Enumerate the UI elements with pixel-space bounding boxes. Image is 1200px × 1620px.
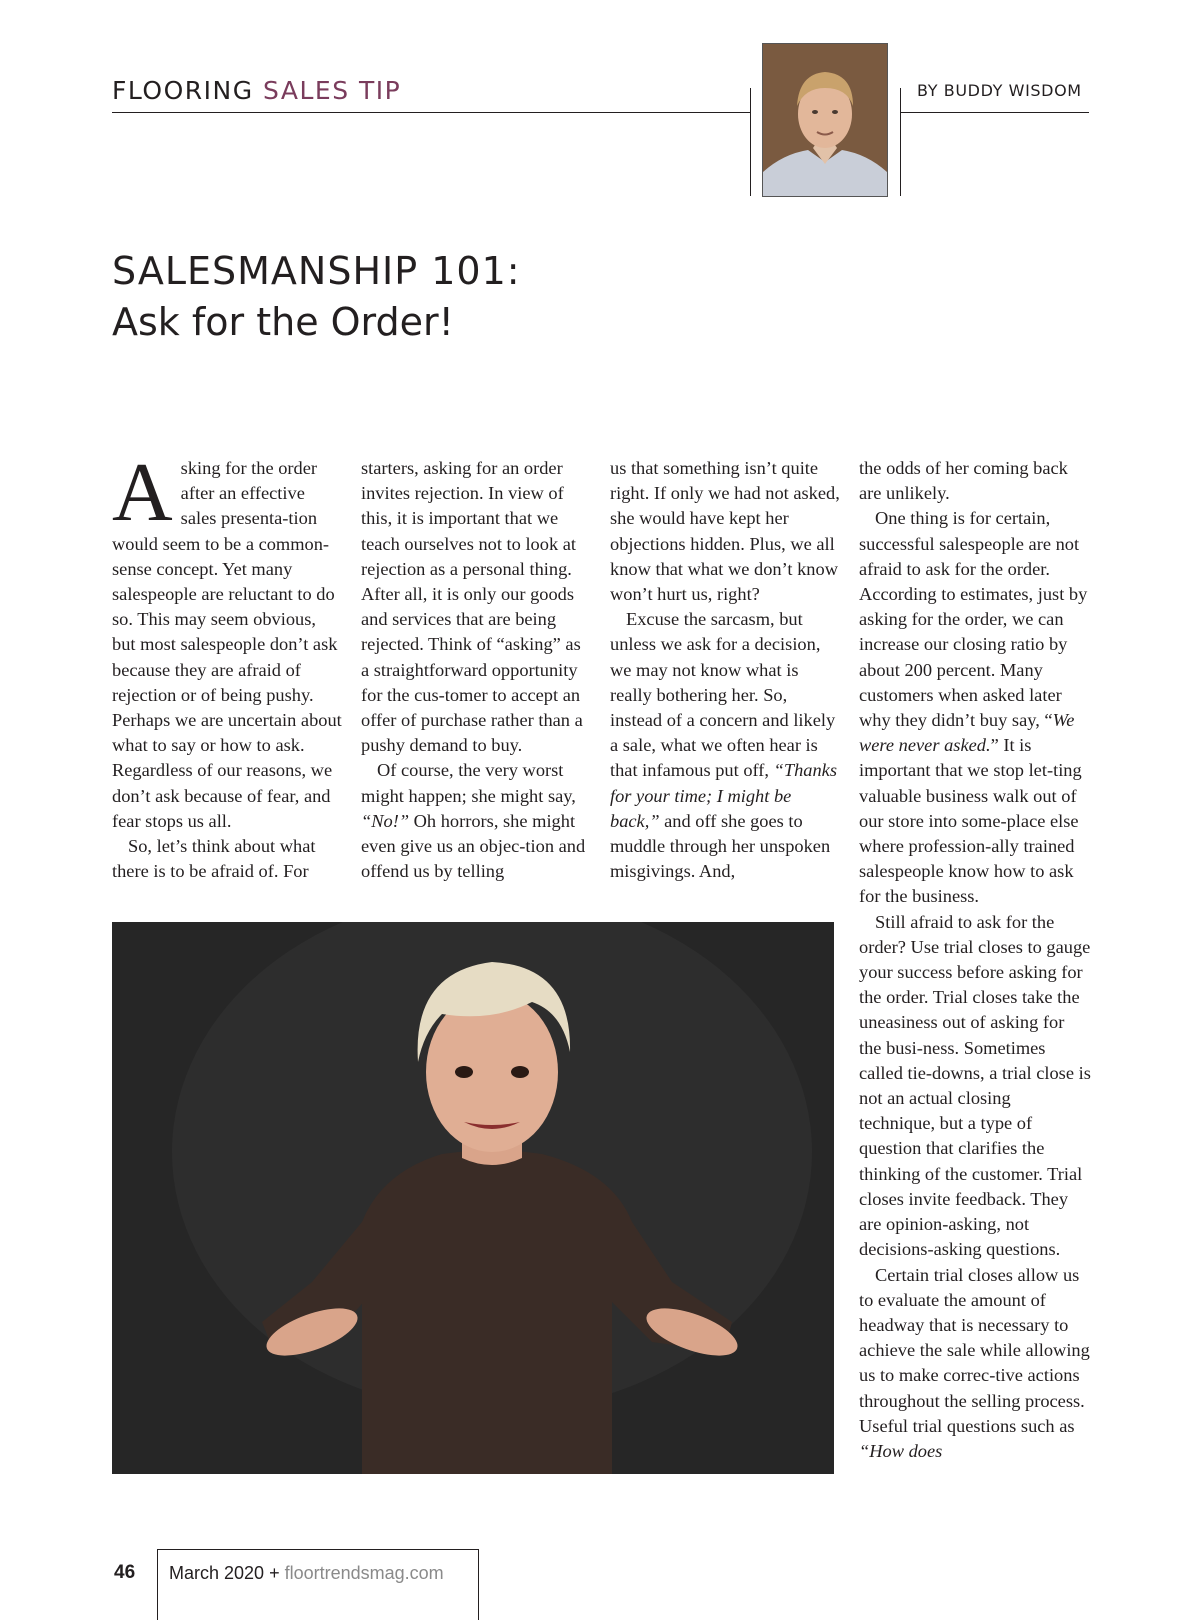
col4-p2-text-b: ” It is important that we stop let-ting valuable business walk out of our store into some-place else where profession-ally trained salespeople know how to ask for the business.: [859, 735, 1082, 907]
byline: BY BUDDY WISDOM: [917, 81, 1082, 100]
author-portrait-graphic: [763, 44, 887, 196]
col3-p2-quote: “Thanks for your time; I might be back,”: [610, 760, 837, 831]
footer-box: [157, 1549, 479, 1620]
article-column-1: [112, 446, 344, 884]
article-photo: [112, 922, 834, 1474]
col4-p2-text-a: One thing is for certain, successful salespeople are not afraid to ask for the order. According to estimates, just by asking for the order, we can increase our closing ratio by about 200 percent. Many customers when asked later why they didn’t buy say, “: [859, 508, 1088, 731]
col3-p2-text-a: Excuse the sarcasm, but unless we ask for a decision, we may not know what is really bothering her. So, instead of a concern and likely a sale, what we often hear is that infamous put off,: [610, 609, 836, 781]
col3-paragraph-2: [610, 607, 842, 884]
article-title: [112, 246, 521, 348]
footer-issue-line: [169, 1563, 444, 1584]
col2-paragraph-1: starters, asking for an order invites rejection. In view of this, it is important that we teach ourselves not to look at rejection as a personal thing. After all, it is only our goods and services that are being rejected. Think of “asking” as a straightforward opportunity for the cus-tomer to accept an offer of purchase rather than a pushy demand to buy.: [361, 458, 583, 756]
title-line-2: Ask for the Order!: [112, 300, 454, 344]
section-label-accent: SALES TIP: [263, 76, 402, 105]
title-line-1: SALESMANSHIP 101:: [112, 249, 521, 293]
col1-paragraph-2: So, let’s think about what there is to be afraid of. For: [112, 836, 316, 882]
col2-p2-text-a: Of course, the very worst might happen; she might say,: [361, 760, 576, 806]
col3-p2-text-b: and off she goes to muddle through her unspoken misgivings. And,: [610, 810, 831, 882]
col2-p2-text-b: Oh horrors, she might even give us an objec-tion and offend us by telling: [361, 810, 586, 882]
section-label: FLOORING: [112, 76, 254, 105]
article-column-3: [610, 456, 842, 884]
photo-frame-line-right: [900, 88, 901, 196]
header-rule-right: [900, 112, 1089, 113]
col1-paragraph-1: [112, 446, 344, 834]
col2-p2-quote: “No!”: [361, 810, 410, 831]
section-header: [112, 76, 401, 105]
author-photo: [762, 43, 888, 197]
col4-paragraph-2: [859, 506, 1091, 909]
footer-separator: +: [269, 1563, 280, 1583]
col3-paragraph-1: us that something isn’t quite right. If only we had not asked, she would have kept her objections hidden. Plus, we all know that what we don’t know won’t hurt us, right?: [610, 458, 840, 605]
col2-paragraph-2: [361, 758, 593, 884]
col4-paragraph-1: the odds of her coming back are unlikely.: [859, 458, 1068, 504]
col1-paragraph-1-text: sking for the order after an effective sales presenta-tion would seem to be a common-sense concept. Yet many salespeople are reluctant to do so. This may seem obvious, but most salespeople don’t ask because they are afraid of rejection or of being pushy. Perhaps we are uncertain about what to say or how to ask. Regardless of our reasons, we don’t ask because of fear, and fear stops us all.: [112, 458, 342, 831]
article-column-4: [859, 456, 1091, 1464]
drop-cap: A: [112, 446, 173, 539]
col4-paragraph-4: [859, 1263, 1091, 1465]
article-column-2: [361, 456, 593, 884]
col4-paragraph-3: Still afraid to ask for the order? Use trial closes to gauge your success before asking for the order. Trial closes take the uneasiness out of asking for the busi-ness. Sometimes called tie-downs, a trial close is not an actual closing technique, but a type of question that clarifies the thinking of the customer. Trial closes invite feedback. They are opinion-asking, not decisions-asking questions.: [859, 911, 1091, 1260]
photo-frame-line-left: [750, 88, 751, 196]
col4-p4-text-a: Certain trial closes allow us to evaluate the amount of headway that is necessary to achieve the sale while allowing us to make correc-tive actions throughout the selling process. Useful trial questions such as: [859, 1264, 1090, 1436]
col4-p2-quote: We were never asked.: [859, 710, 1075, 756]
footer-issue: March 2020: [169, 1563, 265, 1583]
woman-shrugging-illustration: [112, 922, 834, 1474]
header-rule-left: [112, 112, 750, 113]
col4-p4-quote: “How does: [859, 1440, 943, 1461]
page-number: 46: [114, 1562, 136, 1583]
footer-site: floortrendsmag.com: [284, 1563, 444, 1583]
